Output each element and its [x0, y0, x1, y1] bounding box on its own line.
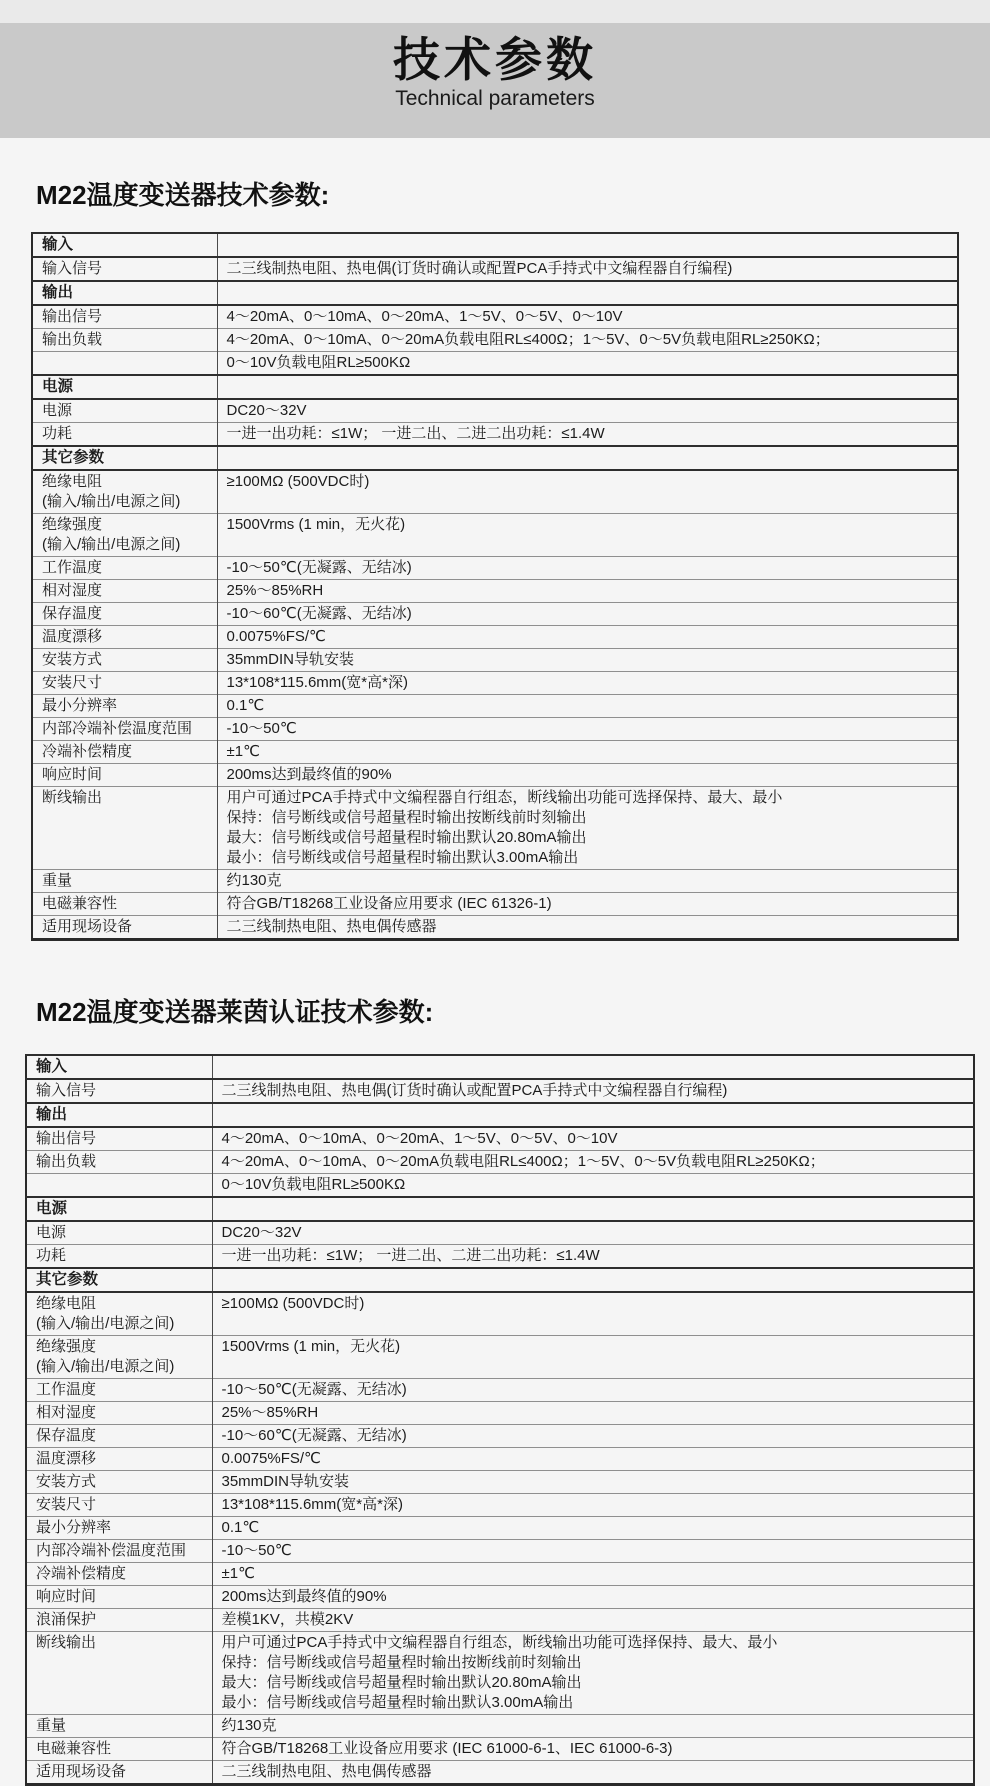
param-value	[217, 446, 958, 470]
text-line: 符合GB/T18268工业设备应用要求 (IEC 61000-6-1、IEC 61000-6-3)	[221, 1740, 673, 1758]
param-value	[217, 741, 958, 764]
param-value	[212, 1197, 974, 1221]
section-row	[26, 1055, 974, 1079]
param-value	[217, 603, 958, 626]
text-line: 温度漂移	[42, 628, 103, 646]
param-value	[217, 233, 958, 257]
param-value	[212, 1174, 974, 1198]
param-value	[217, 626, 958, 649]
table-row	[32, 741, 958, 764]
section-row	[26, 1103, 974, 1127]
spec-table-m22	[31, 232, 959, 941]
text-line: (输入/输出/电源之间)	[42, 536, 181, 554]
text-line: 约130克	[226, 872, 282, 890]
table-row	[26, 1517, 974, 1540]
table-row	[32, 557, 958, 580]
param-value	[217, 352, 958, 376]
param-value	[212, 1336, 974, 1379]
param-label	[26, 1563, 212, 1586]
param-value	[212, 1151, 974, 1174]
text-line: 绝缘强度	[42, 516, 103, 534]
text-line: 绝缘电阻	[42, 473, 103, 491]
text-line: 保存温度	[36, 1427, 97, 1445]
text-line: 用户可通过PCA手持式中文编程器自行组态，断线输出功能可选择保持、最大、最小	[226, 789, 783, 807]
param-label	[32, 352, 217, 376]
table-row	[32, 423, 958, 447]
param-label	[32, 741, 217, 764]
table-row	[26, 1632, 974, 1715]
text-line: 25%～85%RH	[221, 1404, 319, 1422]
param-label	[26, 1425, 212, 1448]
param-label	[32, 305, 217, 329]
table-row	[32, 580, 958, 603]
text-line: -10～50℃(无凝露、无结冰)	[226, 559, 412, 577]
text-line: 绝缘强度	[36, 1338, 97, 1356]
text-line: 最小：信号断线或信号超量程时输出默认3.00mA输出	[221, 1694, 574, 1712]
param-value	[217, 718, 958, 741]
param-label	[26, 1336, 212, 1379]
text-line: 保持：信号断线或信号超量程时输出按断线前时刻输出	[226, 809, 587, 827]
param-value	[212, 1609, 974, 1632]
text-line: ≥100MΩ (500VDC时)	[226, 473, 370, 491]
param-value	[212, 1245, 974, 1269]
param-label	[26, 1174, 212, 1198]
table-row	[26, 1336, 974, 1379]
text-line: 功耗	[36, 1247, 67, 1265]
param-value	[217, 281, 958, 305]
param-label	[32, 514, 217, 557]
text-line: 最大：信号断线或信号超量程时输出默认20.80mA输出	[226, 829, 587, 847]
table-row	[32, 672, 958, 695]
param-value	[212, 1471, 974, 1494]
text-line: 1500Vrms (1 min，无火花)	[221, 1338, 401, 1356]
text-line: 二三线制热电阻、热电偶传感器	[221, 1763, 432, 1781]
param-value	[212, 1738, 974, 1761]
text-line: 功耗	[42, 425, 73, 443]
param-value	[212, 1494, 974, 1517]
table-row	[32, 329, 958, 352]
text-line: 电磁兼容性	[42, 895, 118, 913]
text-line: -10～60℃(无凝露、无结冰)	[221, 1427, 407, 1445]
param-label	[26, 1151, 212, 1174]
text-line: ±1℃	[226, 743, 260, 761]
text-line: 输入信号	[36, 1082, 97, 1100]
param-value	[212, 1761, 974, 1785]
table-row	[32, 787, 958, 870]
table-row	[32, 764, 958, 787]
param-value	[217, 893, 958, 916]
text-line: 二三线制热电阻、热电偶(订货时确认或配置PCA手持式中文编程器自行编程)	[221, 1082, 728, 1100]
text-line: 其它参数	[36, 1271, 99, 1289]
param-label	[26, 1632, 212, 1715]
param-label	[32, 626, 217, 649]
table-row	[32, 257, 958, 281]
text-line: 电源	[36, 1224, 67, 1242]
text-line: 最小分辨率	[42, 697, 118, 715]
param-label	[26, 1268, 212, 1292]
param-label	[26, 1292, 212, 1336]
text-line: 电源	[36, 1200, 68, 1218]
text-line: (输入/输出/电源之间)	[42, 493, 181, 511]
text-line: 0.0075%FS/℃	[226, 628, 326, 646]
param-label	[32, 423, 217, 447]
param-label	[26, 1761, 212, 1785]
text-line: 安装尺寸	[42, 674, 103, 692]
text-line: 0.1℃	[221, 1519, 260, 1537]
param-value	[217, 557, 958, 580]
table-row	[26, 1448, 974, 1471]
param-label	[32, 893, 217, 916]
text-line: 4～20mA、0～10mA、0～20mA、1～5V、0～5V、0～10V	[226, 308, 623, 326]
param-label	[26, 1127, 212, 1151]
param-value	[217, 329, 958, 352]
text-line: 4～20mA、0～10mA、0～20mA、1～5V、0～5V、0～10V	[221, 1130, 618, 1148]
text-line: 断线输出	[42, 789, 103, 807]
text-line: (输入/输出/电源之间)	[36, 1358, 175, 1376]
param-value	[217, 470, 958, 514]
param-label	[26, 1517, 212, 1540]
table-row	[26, 1609, 974, 1632]
table-row	[26, 1292, 974, 1336]
param-value	[217, 375, 958, 399]
param-label	[26, 1055, 212, 1079]
text-line: 安装尺寸	[36, 1496, 97, 1514]
param-value	[212, 1103, 974, 1127]
param-value	[217, 787, 958, 870]
table-row	[32, 718, 958, 741]
table-row	[32, 916, 958, 940]
table-row	[26, 1079, 974, 1103]
param-value	[217, 305, 958, 329]
section-row	[32, 281, 958, 305]
text-line: 电磁兼容性	[36, 1740, 112, 1758]
text-line: 35mmDIN导轨安装	[226, 651, 355, 669]
param-label	[32, 557, 217, 580]
param-label	[32, 916, 217, 940]
text-line: 适用现场设备	[36, 1763, 127, 1781]
table-row	[26, 1127, 974, 1151]
param-value	[217, 580, 958, 603]
table-row	[26, 1151, 974, 1174]
text-line: 4～20mA、0～10mA、0～20mA负载电阻RL≤400Ω；1～5V、0～5V负载电阻RL≥250KΩ；	[221, 1153, 825, 1171]
text-line: 0.1℃	[226, 697, 265, 715]
text-line: 相对湿度	[36, 1404, 97, 1422]
page-subtitle: Technical parameters	[395, 87, 595, 111]
param-label	[26, 1103, 212, 1127]
text-line: -10～60℃(无凝露、无结冰)	[226, 605, 412, 623]
text-line: 响应时间	[42, 766, 103, 784]
param-value	[212, 1127, 974, 1151]
top-strip	[0, 0, 990, 23]
text-line: 输入信号	[42, 260, 103, 278]
param-label	[26, 1245, 212, 1269]
section-row	[32, 375, 958, 399]
table-row	[26, 1402, 974, 1425]
text-line: 输出信号	[36, 1130, 97, 1148]
param-value	[212, 1586, 974, 1609]
table-row	[32, 470, 958, 514]
param-value	[217, 399, 958, 423]
text-line: 响应时间	[36, 1588, 97, 1606]
text-line: 断线输出	[36, 1634, 97, 1652]
text-line: 相对湿度	[42, 582, 103, 600]
text-line: 重量	[42, 872, 73, 890]
param-label	[26, 1715, 212, 1738]
section-row	[26, 1268, 974, 1292]
table-row	[26, 1715, 974, 1738]
text-line: 其它参数	[42, 449, 105, 467]
param-label	[32, 257, 217, 281]
param-value	[217, 257, 958, 281]
text-line: 0～10V负载电阻RL≥500KΩ	[226, 354, 411, 372]
param-value	[212, 1425, 974, 1448]
param-value	[217, 649, 958, 672]
text-line: 安装方式	[42, 651, 103, 669]
text-line: 200ms达到最终值的90%	[226, 766, 392, 784]
param-label	[32, 787, 217, 870]
text-line: 二三线制热电阻、热电偶传感器	[226, 918, 437, 936]
param-label	[26, 1402, 212, 1425]
param-value	[212, 1221, 974, 1245]
text-line: -10～50℃(无凝露、无结冰)	[221, 1381, 407, 1399]
section-row	[32, 446, 958, 470]
text-line: 4～20mA、0～10mA、0～20mA负载电阻RL≤400Ω；1～5V、0～5V负载电阻RL≥250KΩ；	[226, 331, 830, 349]
param-value	[212, 1292, 974, 1336]
text-line: 200ms达到最终值的90%	[221, 1588, 387, 1606]
table-row	[26, 1245, 974, 1269]
param-value	[217, 672, 958, 695]
param-value	[212, 1268, 974, 1292]
param-label	[26, 1586, 212, 1609]
text-line: 最大：信号断线或信号超量程时输出默认20.80mA输出	[221, 1674, 582, 1692]
param-value	[212, 1715, 974, 1738]
table-row	[32, 514, 958, 557]
text-line: 输出负载	[42, 331, 103, 349]
text-line: 安装方式	[36, 1473, 97, 1491]
text-line: DC20～32V	[226, 402, 307, 420]
text-line: 冷端补偿精度	[36, 1565, 127, 1583]
param-label	[32, 399, 217, 423]
param-label	[32, 649, 217, 672]
text-line: -10～50℃	[221, 1542, 292, 1560]
text-line: 13*108*115.6mm(宽*高*深)	[221, 1496, 403, 1514]
param-label	[26, 1494, 212, 1517]
table-row	[26, 1471, 974, 1494]
param-label	[32, 870, 217, 893]
text-line: 内部冷端补偿温度范围	[42, 720, 193, 738]
section1-heading: M22温度变送器技术参数:	[36, 180, 330, 210]
text-line: 浪涌保护	[36, 1611, 97, 1629]
table-row	[26, 1540, 974, 1563]
text-line: 13*108*115.6mm(宽*高*深)	[226, 674, 408, 692]
text-line: 0.0075%FS/℃	[221, 1450, 321, 1468]
table-row	[26, 1221, 974, 1245]
text-line: 一进一出功耗：≤1W； 一进二出、二进二出功耗：≤1.4W	[221, 1247, 600, 1265]
table-row	[32, 649, 958, 672]
text-line: 35mmDIN导轨安装	[221, 1473, 350, 1491]
table-row	[32, 626, 958, 649]
table-row	[32, 352, 958, 376]
param-label	[32, 375, 217, 399]
param-label	[32, 281, 217, 305]
param-value	[217, 764, 958, 787]
text-line: 输入	[36, 1058, 68, 1076]
table-row	[26, 1761, 974, 1785]
text-line: 符合GB/T18268工业设备应用要求 (IEC 61326-1)	[226, 895, 552, 913]
param-label	[32, 329, 217, 352]
param-label	[26, 1221, 212, 1245]
section2-heading: M22温度变送器莱茵认证技术参数:	[36, 997, 434, 1028]
table-row	[26, 1425, 974, 1448]
text-line: -10～50℃	[226, 720, 297, 738]
param-label	[26, 1379, 212, 1402]
table-row	[32, 305, 958, 329]
param-label	[32, 718, 217, 741]
param-value	[212, 1563, 974, 1586]
text-line: 1500Vrms (1 min，无火花)	[226, 516, 406, 534]
text-line: 输出信号	[42, 308, 103, 326]
param-value	[212, 1540, 974, 1563]
param-value	[212, 1632, 974, 1715]
table-row	[32, 870, 958, 893]
table-row	[26, 1494, 974, 1517]
param-value	[212, 1379, 974, 1402]
text-line: (输入/输出/电源之间)	[36, 1315, 175, 1333]
table-row	[26, 1174, 974, 1198]
text-line: 绝缘电阻	[36, 1295, 97, 1313]
text-line: 约130克	[221, 1717, 277, 1735]
param-label	[32, 603, 217, 626]
param-label	[32, 695, 217, 718]
param-label	[32, 233, 217, 257]
table-row	[26, 1563, 974, 1586]
table-row	[32, 603, 958, 626]
param-label	[32, 764, 217, 787]
text-line: ±1℃	[221, 1565, 255, 1583]
text-line: 冷端补偿精度	[42, 743, 133, 761]
spec-table-m22-rheinland	[25, 1054, 975, 1786]
text-line: 25%～85%RH	[226, 582, 324, 600]
text-line: 0～10V负载电阻RL≥500KΩ	[221, 1176, 406, 1194]
param-value	[212, 1448, 974, 1471]
param-value	[212, 1517, 974, 1540]
text-line: 最小：信号断线或信号超量程时输出默认3.00mA输出	[226, 849, 579, 867]
text-line: 工作温度	[42, 559, 103, 577]
param-value	[212, 1402, 974, 1425]
text-line: 适用现场设备	[42, 918, 133, 936]
param-label	[26, 1197, 212, 1221]
param-label	[32, 580, 217, 603]
text-line: 保存温度	[42, 605, 103, 623]
param-value	[212, 1079, 974, 1103]
param-value	[217, 870, 958, 893]
param-label	[26, 1471, 212, 1494]
text-line: 用户可通过PCA手持式中文编程器自行组态，断线输出功能可选择保持、最大、最小	[221, 1634, 778, 1652]
text-line: 工作温度	[36, 1381, 97, 1399]
param-label	[26, 1540, 212, 1563]
param-label	[32, 446, 217, 470]
title-banner	[0, 23, 990, 138]
text-line: 输入	[42, 236, 74, 254]
text-line: 输出负载	[36, 1153, 97, 1171]
section-row	[26, 1197, 974, 1221]
param-value	[217, 514, 958, 557]
table-row	[32, 399, 958, 423]
table-row	[26, 1738, 974, 1761]
text-line: 电源	[42, 402, 73, 420]
param-label	[26, 1448, 212, 1471]
param-label	[26, 1079, 212, 1103]
text-line: 温度漂移	[36, 1450, 97, 1468]
table-row	[26, 1379, 974, 1402]
text-line: 输出	[36, 1106, 68, 1124]
param-value	[217, 695, 958, 718]
text-line: 最小分辨率	[36, 1519, 112, 1537]
table-row	[32, 893, 958, 916]
param-value	[212, 1055, 974, 1079]
param-value	[217, 916, 958, 940]
text-line: 输出	[42, 284, 74, 302]
table-row	[32, 695, 958, 718]
text-line: 二三线制热电阻、热电偶(订货时确认或配置PCA手持式中文编程器自行编程)	[226, 260, 733, 278]
text-line: 一进一出功耗：≤1W； 一进二出、二进二出功耗：≤1.4W	[226, 425, 605, 443]
text-line: 内部冷端补偿温度范围	[36, 1542, 187, 1560]
param-value	[217, 423, 958, 447]
text-line: 保持：信号断线或信号超量程时输出按断线前时刻输出	[221, 1654, 582, 1672]
page-title: 技术参数	[393, 33, 597, 86]
text-line: 重量	[36, 1717, 67, 1735]
section-row	[32, 233, 958, 257]
table-row	[26, 1586, 974, 1609]
param-label	[32, 470, 217, 514]
param-label	[32, 672, 217, 695]
text-line: DC20～32V	[221, 1224, 302, 1242]
text-line: 电源	[42, 378, 74, 396]
param-label	[26, 1738, 212, 1761]
param-label	[26, 1609, 212, 1632]
text-line: 差模1KV，共模2KV	[221, 1611, 354, 1629]
text-line: ≥100MΩ (500VDC时)	[221, 1295, 365, 1313]
